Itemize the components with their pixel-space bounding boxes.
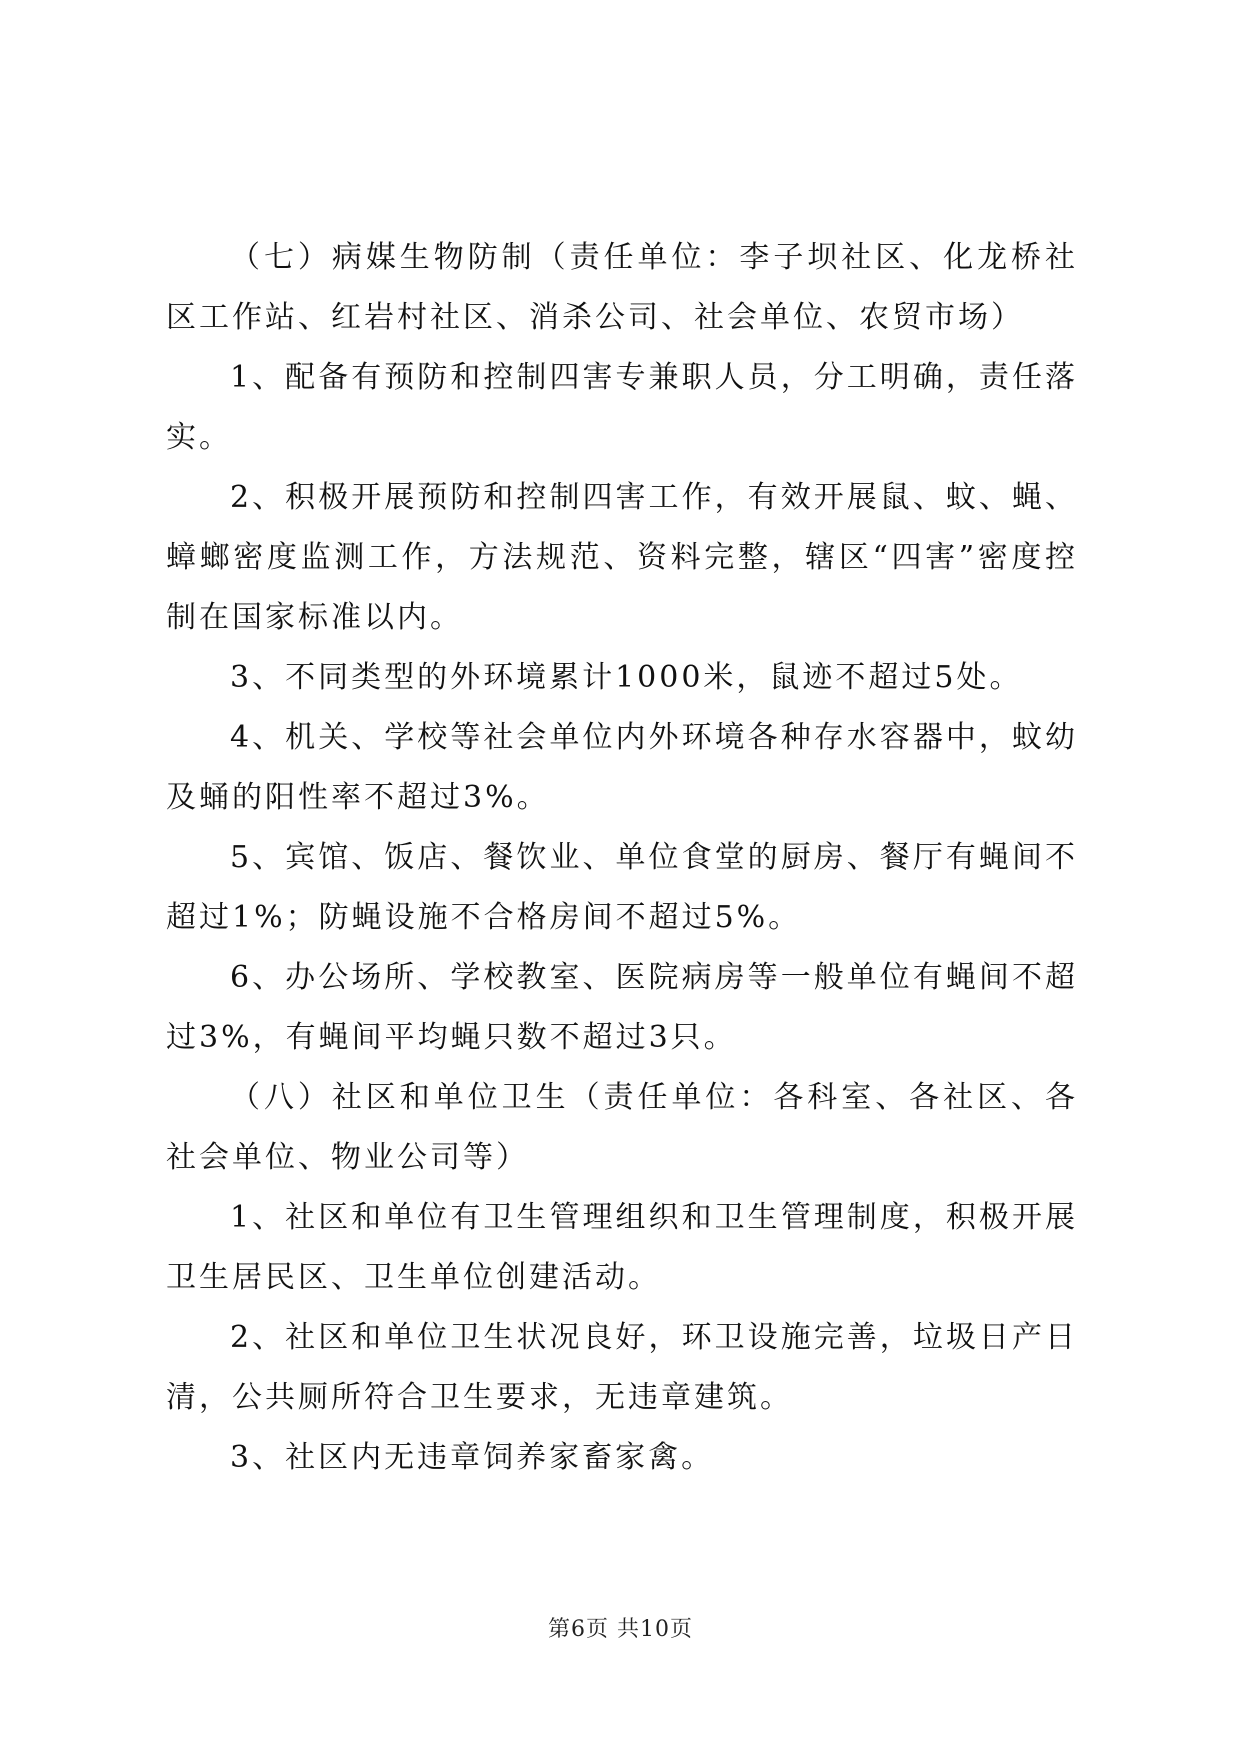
paragraph-item: 2、积极开展预防和控制四害工作，有效开展鼠、蚊、蝇、蟑螂密度监测工作，方法规范、资料完整，辖区“四害”密度控制在国家标准以内。 <box>166 480 1078 635</box>
paragraph-item: 4、机关、学校等社会单位内外环境各种存水容器中，蚊幼及蛹的阳性率不超过3%。 <box>166 720 1078 815</box>
paragraph-item: 3、不同类型的外环境累计1000米，鼠迹不超过5处。 <box>230 660 1023 695</box>
paragraph-item: 2、社区和单位卫生状况良好，环卫设施完善，垃圾日产日清，公共厕所符合卫生要求，无违章建筑。 <box>166 1320 1078 1415</box>
section-heading-community-hygiene: （八）社区和单位卫生（责任单位：各科室、各社区、各社会单位、物业公司等） <box>166 1080 1078 1175</box>
page-number-footer: 第6页 共10页 <box>548 1617 693 1642</box>
paragraph-item: 6、办公场所、学校教室、医院病房等一般单位有蝇间不超过3%，有蝇间平均蝇只数不超过3只。 <box>166 960 1078 1055</box>
paragraph-item: 3、社区内无违章饲养家畜家禽。 <box>230 1440 715 1475</box>
section-heading-vector-control: （七）病媒生物防制（责任单位：李子坝社区、化龙桥社区工作站、红岩村社区、消杀公司、社会单位、农贸市场） <box>166 240 1078 335</box>
paragraph-item: 1、配备有预防和控制四害专兼职人员，分工明确，责任落实。 <box>166 360 1078 455</box>
document-body <box>166 228 1078 1488</box>
paragraph-item: 1、社区和单位有卫生管理组织和卫生管理制度，积极开展卫生居民区、卫生单位创建活动。 <box>166 1200 1078 1295</box>
paragraph-item: 5、宾馆、饭店、餐饮业、单位食堂的厨房、餐厅有蝇间不超过1%；防蝇设施不合格房间不超过5%。 <box>166 840 1078 935</box>
